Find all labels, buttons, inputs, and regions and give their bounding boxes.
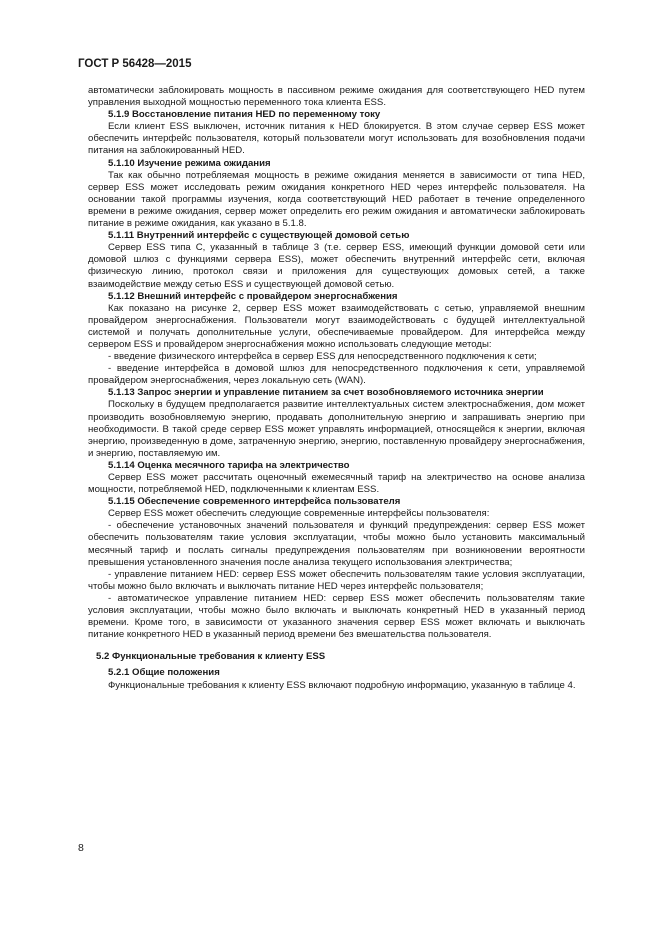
subsection-heading: 5.1.15 Обеспечение современного интерфейса пользователя: [108, 496, 401, 508]
paragraph: Поскольку в будущем предполагается развитие интеллектуальных систем электроснабжения, дом может производить возобновляемую энергию, продавать дополнительную энергию и запрашивать энергию при необходимости. В такой среде сервер ESS может управлять информацией, относящейся к энергии, включая энергию, произведенную в доме, затраченную энергию, энергию, поставленную провайдеру энергоснабжения, и энергию, поставляемую им.: [88, 399, 585, 459]
paragraph: - введение физического интерфейса в сервер ESS для непосредственного подключения к сети;: [108, 351, 537, 363]
paragraph: Сервер ESS типа С, указанный в таблице 3 (т.е. сервер ESS, имеющий функции домовой сети или домовой шлюз с функциями сервера ESS), может обеспечить внутренний интерфейс сети, включая физическую линию, протокол связи и приложения для существующих домовых сетей, а также взаимодействие между сетью ESS и существующей домовой сетью.: [88, 242, 585, 290]
subsection-heading: 5.1.9 Восстановление питания HED по переменному току: [108, 109, 381, 121]
subsection-heading: 5.1.10 Изучение режима ожидания: [108, 157, 271, 169]
subsection-heading: 5.1.13 Запрос энергии и управление питанием за счет возобновляемого источника энергии: [108, 387, 544, 399]
paragraph: Функциональные требования к клиенту ESS включают подробную информацию, указанную в таблице 4.: [108, 679, 576, 691]
paragraph: - введение интерфейса в домовой шлюз для непосредственного подключения к сети, управляемой провайдером энергоснабжения, через локальную сеть (WAN).: [88, 363, 585, 387]
spacer: [88, 641, 585, 651]
page-content: [88, 85, 585, 692]
paragraph: автоматически заблокировать мощность в пассивном режиме ожидания для соответствующего HED путем управления выходной мощностью переменного тока клиента ESS.: [88, 85, 585, 109]
paragraph: - автоматическое управление питанием HED: сервер ESS может обеспечить пользователям такие условия эксплуатации, чтобы можно было включать и выключать конкретный HED в указанный период времени. Кроме того, в зависимости от указанного значения сервер ESS может включать и выключать питание конкретного HED в указанный период времени без вмешательства пользователя.: [88, 592, 585, 641]
paragraph: - управление питанием HED: сервер ESS может обеспечить пользователям такие условия эксплуатации, чтобы можно было включать и выключать питание HED через интерфейс пользователя;: [88, 568, 585, 592]
paragraph: Сервер ESS может рассчитать оценочный ежемесячный тариф на электричество на основе анализа мощности, потребляемой HED, подключенными к клиентам ESS.: [88, 472, 585, 496]
paragraph: Если клиент ESS выключен, источник питания к HED блокируется. В этом случае сервер ESS может обеспечить интерфейс пользователя, который пользователи могут использовать для возобновления подачи питания на заблокированный HED.: [88, 121, 585, 157]
section-heading: 5.2 Функциональные требования к клиенту ESS: [96, 651, 326, 663]
paragraph: - обеспечение установочных значений пользователя и функций предупреждения: сервер ESS может обеспечить пользователям такие условия эксплуатации, чтобы можно было установить максимальный месячный тариф и послать сигналы предупреждения пользователям при возникновении вероятности превышения установленного значения после анализа текущего использования электричества;: [88, 520, 585, 568]
subsection-heading: 5.1.14 Оценка месячного тарифа на электричество: [108, 459, 350, 471]
page-header: ГОСТ Р 56428—2015: [78, 58, 192, 70]
paragraph: Как показано на рисунке 2, сервер ESS может взаимодействовать с сетью, управляемой внешним провайдером энергоснабжения. Пользователи могут взаимодействовать с будущей интеллектуальной системой и получать дополнительные услуги, обеспечиваемые провайдером. Для интерфейса между сервером ESS и провайдером энергоснабжения можно использовать следующие методы:: [88, 302, 585, 350]
paragraph: Так как обычно потребляемая мощность в режиме ожидания меняется в зависимости от типа HED, сервер ESS может исследовать режим ожидания конкретного HED через интерфейс пользователя. На основании такой программы изучения, когда соответствующий HED работает в течение определенного времени в режиме ожидания, сервер может определить его режим ожидания и автоматически заблокировать питание в режиме ожидания, как указано в 5.1.8.: [88, 169, 585, 230]
subsection-heading: 5.1.12 Внешний интерфейс с провайдером энергоснабжения: [108, 290, 398, 302]
page-number: 8: [78, 842, 84, 854]
subsection-heading: 5.1.11 Внутренний интерфейс с существующей домовой сетью: [108, 230, 410, 242]
paragraph: Сервер ESS может обеспечить следующие современные интерфейсы пользователя:: [108, 508, 490, 520]
subsection-heading: 5.2.1 Общие положения: [108, 667, 220, 679]
